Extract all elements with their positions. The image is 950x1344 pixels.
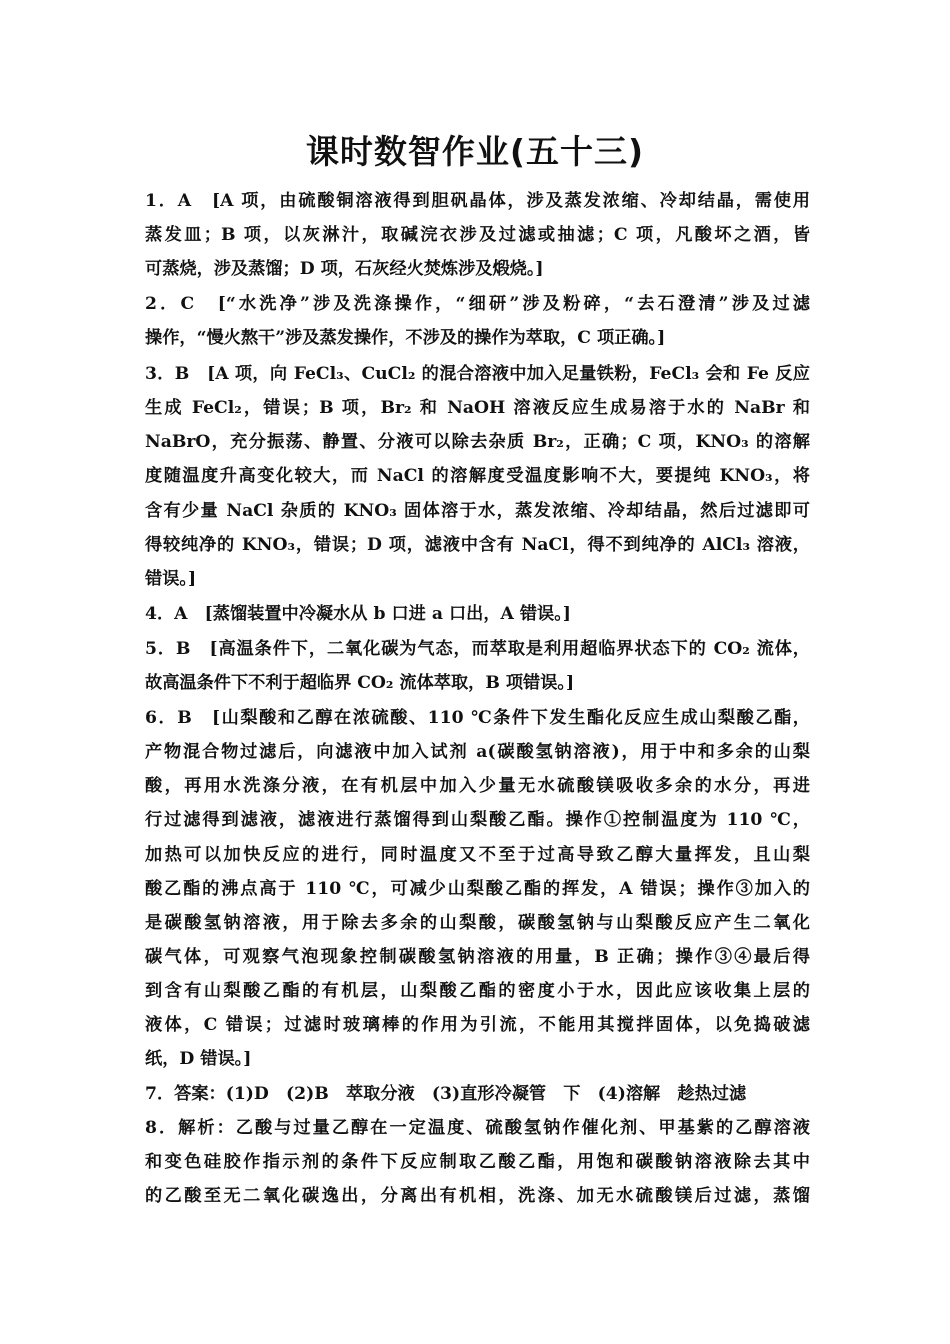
text-line: 酸，再用水洗涤分液，在有机层中加入少量无水硫酸镁吸收多余的水分，再进 — [145, 776, 810, 796]
text-line: NaBrO，充分振荡、静置、分液可以除去杂质 Br₂，正确；C 项，KNO₃ 的溶解 — [145, 432, 810, 452]
text-line: 含有少量 NaCl 杂质的 KNO₃ 固体溶于水，蒸发浓缩、冷却结晶，然后过滤即可 — [145, 501, 810, 521]
text-line: 故高温条件下不利于超临界 CO₂ 流体萃取，B 项错误。] — [145, 673, 575, 693]
text-line: 和变色硅胶作指示剂的条件下反应制取乙酸乙酯，用饱和碳酸钠溶液除去其中 — [145, 1152, 810, 1172]
text-line: 的乙酸至无二氧化碳逸出，分离出有机相，洗涤、加无水硫酸镁后过滤，蒸馏 — [145, 1186, 810, 1206]
text-line: 到含有山梨酸乙酯的有机层，山梨酸乙酯的密度小于水，因此应该收集上层的 — [145, 981, 810, 1001]
text-line: 错误。] — [145, 569, 197, 589]
text-line: 6．B [山梨酸和乙醇在浓硫酸、110 ℃条件下发生酯化反应生成山梨酸乙酯， — [145, 708, 810, 728]
text-line: 可蒸烧，涉及蒸馏；D 项，石灰经火焚炼涉及煅烧。] — [145, 259, 544, 279]
text-line: 1．A [A 项，由硫酸铜溶液得到胆矾晶体，涉及蒸发浓缩、冷却结晶，需使用 — [145, 191, 810, 211]
text-line: 蒸发皿；B 项，以灰淋汁，取碱浣衣涉及过滤或抽滤；C 项，凡酸坏之酒，皆 — [145, 225, 810, 245]
text-line: 产物混合物过滤后，向滤液中加入试剂 a(碳酸氢钠溶液)，用于中和多余的山梨 — [145, 742, 810, 762]
text-line: 是碳酸氢钠溶液，用于除去多余的山梨酸，碳酸氢钠与山梨酸反应产生二氧化 — [145, 913, 810, 933]
text-line: 加热可以加快反应的进行，同时温度又不至于过高导致乙醇大量挥发，且山梨 — [145, 845, 810, 865]
text-line: 7．答案：(1)D (2)B 萃取分液 (3)直形冷凝管 下 (4)溶解 趁热过滤 — [145, 1084, 747, 1104]
text-line: 8．解析：乙酸与过量乙醇在一定温度、硫酸氢钠作催化剂、甲基紫的乙醇溶液 — [145, 1118, 810, 1138]
text-line: 碳气体，可观察气泡现象控制碳酸氢钠溶液的用量，B 正确；操作③④最后得 — [145, 947, 810, 967]
text-line: 度随温度升高变化较大，而 NaCl 的溶解度受温度影响不大，要提纯 KNO₃，将 — [145, 466, 810, 486]
text-line: 得较纯净的 KNO₃，错误；D 项，滤液中含有 NaCl，得不到纯净的 AlCl₃ 溶液， — [145, 535, 810, 555]
text-line: 5．B [高温条件下，二氧化碳为气态，而萃取是利用超临界状态下的 CO₂ 流体， — [145, 639, 810, 659]
text-line: 液体，C 错误；过滤时玻璃棒的作用为引流，不能用其搅拌固体，以免捣破滤 — [145, 1015, 810, 1035]
text-line: 3．B [A 项，向 FeCl₃、CuCl₂ 的混合溶液中加入足量铁粉，FeCl₃ 会和 Fe 反应 — [145, 364, 810, 384]
text-line: 2．C [“水洗净”涉及洗涤操作，“细研”涉及粉碎，“去石澄清”涉及过滤 — [145, 294, 810, 314]
text-line: 纸，D 错误。] — [145, 1049, 252, 1069]
text-line: 酸乙酯的沸点高于 110 ℃，可减少山梨酸乙酯的挥发，A 错误；操作③加入的 — [145, 879, 810, 899]
text-line: 4．A [蒸馏装置中冷凝水从 b 口进 a 口出，A 错误。] — [145, 604, 571, 624]
text-line: 生成 FeCl₂，错误；B 项，Br₂ 和 NaOH 溶液反应生成易溶于水的 NaBr 和 — [145, 398, 810, 418]
text-line: 行过滤得到滤液，滤液进行蒸馏得到山梨酸乙酯。操作①控制温度为 110 ℃， — [145, 810, 810, 830]
page-title: 课时数智作业(五十三) — [305, 132, 645, 171]
text-line: 操作，“慢火熬干”涉及蒸发操作，不涉及的操作为萃取，C 项正确。] — [145, 328, 666, 348]
